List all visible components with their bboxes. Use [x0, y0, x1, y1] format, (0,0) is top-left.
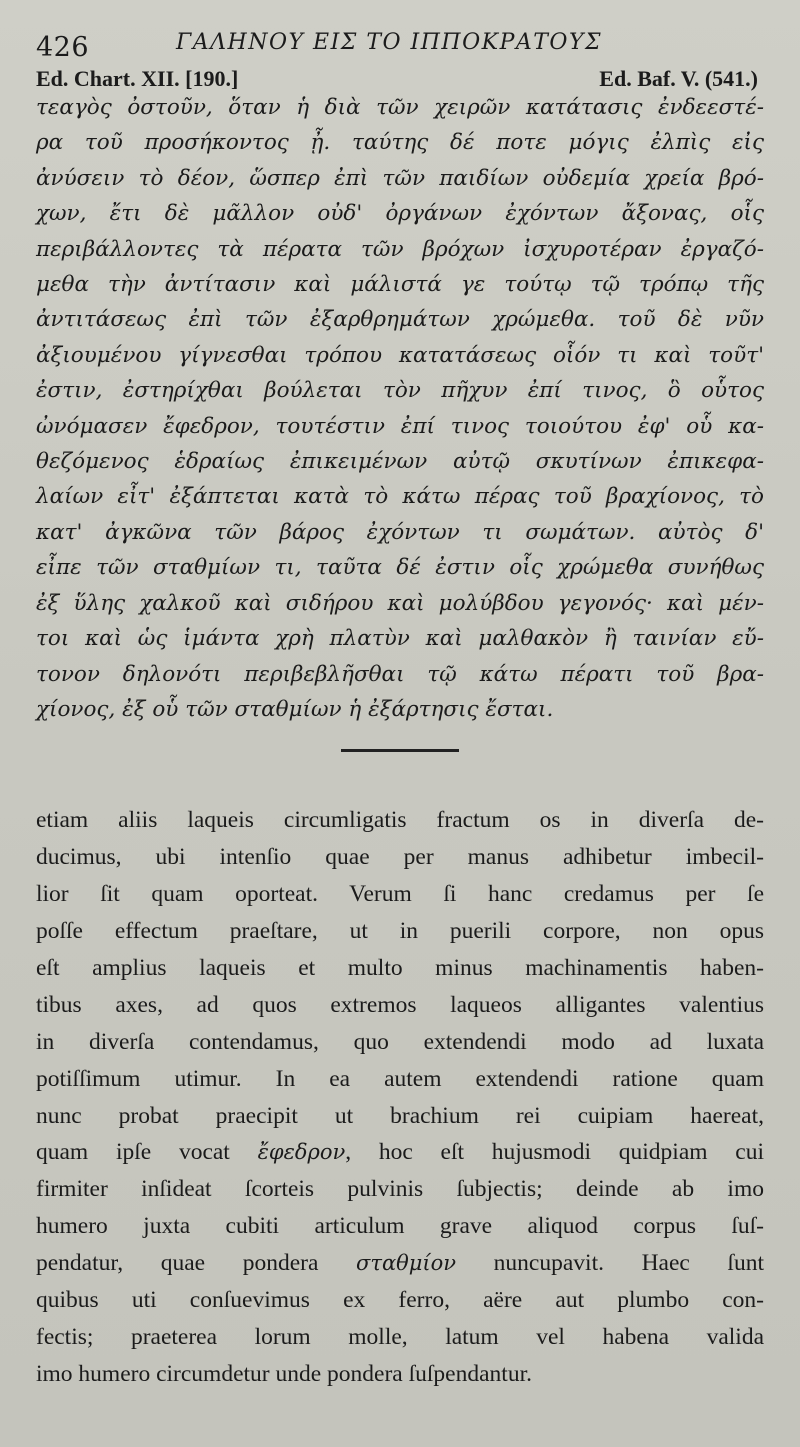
greek-text-line: ἀντιτάσεως ἐπὶ τῶν ἐξαρθρημάτων χρώμεθα. τοῦ δὲ νῦν [36, 307, 764, 333]
latin-text-line: fectis; praeterea lorum molle, latum vel habena valida [36, 1324, 764, 1350]
greek-text-line: χων, ἔτι δὲ μᾶλλον οὐδ' ὀργάνων ἐχόντων ἄξονας, οἷς [36, 201, 764, 227]
latin-text-line: etiam aliis laqueis circumligatis fractum os in diverſa de- [36, 807, 764, 834]
greek-text-line: τοι καὶ ὡς ἱμάντα χρὴ πλατὺν καὶ μαλθακὸν ἢ ταινίαν εὔ- [36, 626, 764, 652]
greek-text-line: περιβάλλοντες τὰ πέρατα τῶν βρόχων ἰσχυροτέραν ἐργαζό- [36, 236, 764, 262]
latin-text-line: in diverſa contendamus, quo extendendi modo ad luxata [36, 1028, 764, 1055]
latin-text-line: pendatur, quae pondera σταθμίον nuncupavit. Haec ſunt [36, 1250, 764, 1277]
greek-text-line: ἐξ ὕλης χαλκοῦ καὶ σιδήρου καὶ μολύβδου γεγονός· καὶ μέν- [36, 590, 764, 616]
greek-text-block [36, 90, 764, 727]
greek-text-line: μεθα τὴν ἀντίτασιν καὶ μάλιστά γε τούτῳ τῷ τρόπῳ τῆς [36, 272, 764, 298]
greek-term: ἔφεδρον [257, 1140, 346, 1165]
edition-reference-line [36, 66, 764, 96]
greek-text-line: ὠνόμασεν ἔφεδρον, τουτέστιν ἐπί τινος τοιούτου ἐφ' οὗ κα- [36, 413, 764, 439]
latin-text-line: potiſſimum utimur. In ea autem extendendi ratione quam [36, 1065, 764, 1092]
page-number: 426 [36, 32, 90, 63]
section-divider [341, 749, 459, 752]
greek-text-line: κατ' ἀγκῶνα τῶν βάρος ἐχόντων τι σωμάτων. αὐτὸς δ' [36, 519, 764, 545]
greek-text-line: ἐστιν, ἐστηρίχθαι βούλεται τὸν πῆχυν ἐπί τινος, ὃ οὗτος [36, 378, 764, 404]
latin-text-line: quam ipſe vocat ἔφεδρον, hoc eſt hujusmodi quidpiam cui [36, 1139, 764, 1166]
greek-text-line: ρα τοῦ προσήκοντος ᾖ. ταύτης δέ ποτε μόγις ἐλπὶς εἰς [36, 130, 764, 156]
running-head: ΓΑΛΗΝΟΥ ΕΙΣ ΤΟ ΙΠΠΟΚΡΑΤΟΥΣ [176, 30, 603, 55]
greek-text-line: λαίων εἶτ' ἐξάπτεται κατὰ τὸ κάτω πέρας τοῦ βραχίονος, τὸ [36, 484, 764, 510]
latin-text-line: quibus uti conſuevimus ex ferro, aëre aut plumbo con- [36, 1287, 764, 1314]
latin-text-line: tibus axes, ad quos extremos laqueos alligantes valentius [36, 991, 764, 1018]
latin-text-line: eſt amplius laqueis et multo minus machinamentis haben- [36, 954, 764, 981]
greek-text-line: τεαγὸς ὀστοῦν, ὅταν ἡ διὰ τῶν χειρῶν κατάτασις ἐνδεεστέ- [36, 95, 764, 120]
edition-basel-reference: Ed. Baf. V. (541.) [599, 66, 758, 91]
greek-term: σταθμίον [356, 1251, 457, 1276]
latin-text-block [36, 802, 764, 1393]
greek-text-line: χίονος, ἐξ οὗ τῶν σταθμίων ἡ ἐξάρτησις ἔσται. [36, 696, 554, 722]
greek-text-line: ἀξιουμένου γίγνεσθαι τρόπου κατατάσεως οἷόν τι καὶ τοῦτ' [36, 342, 764, 368]
latin-text-line: lior ſit quam oporteat. Verum ſi hanc credamus per ſe [36, 881, 764, 908]
latin-text-line: firmiter inſideat ſcorteis pulvinis ſubjectis; deinde ab imo [36, 1176, 764, 1203]
greek-text-line: θεζόμενος ἑδραίως ἐπικειμένων αὐτῷ σκυτίνων ἐπικεφα- [36, 449, 764, 475]
edition-chartier-reference: Ed. Chart. XII. [190.] [36, 66, 239, 91]
greek-text-line: εἶπε τῶν σταθμίων τι, ταῦτα δέ ἐστιν οἷς χρώμεθα συνήθως [36, 555, 764, 581]
latin-text-line: imo humero circumdetur unde pondera ſuſpendantur. [36, 1360, 532, 1387]
greek-text-line: ἀνύσειν τὸ δέον, ὥσπερ ἐπὶ τῶν παιδίων οὐδεμία χρεία βρό- [36, 165, 764, 191]
page-header [36, 0, 764, 66]
latin-text-line: ducimus, ubi intenſio quae per manus adhibetur imbecil- [36, 844, 764, 871]
latin-text-line: humero juxta cubiti articulum grave aliquod corpus ſuſ- [36, 1213, 764, 1240]
greek-text-line: τονον δηλονότι περιβεβλῆσθαι τῷ κάτω πέρατι τοῦ βρα- [36, 661, 764, 687]
latin-text-line: poſſe effectum praeſtare, ut in puerili corpore, non opus [36, 918, 764, 945]
latin-text-line: nunc probat praecipit ut brachium rei cuipiam haereat, [36, 1102, 764, 1129]
